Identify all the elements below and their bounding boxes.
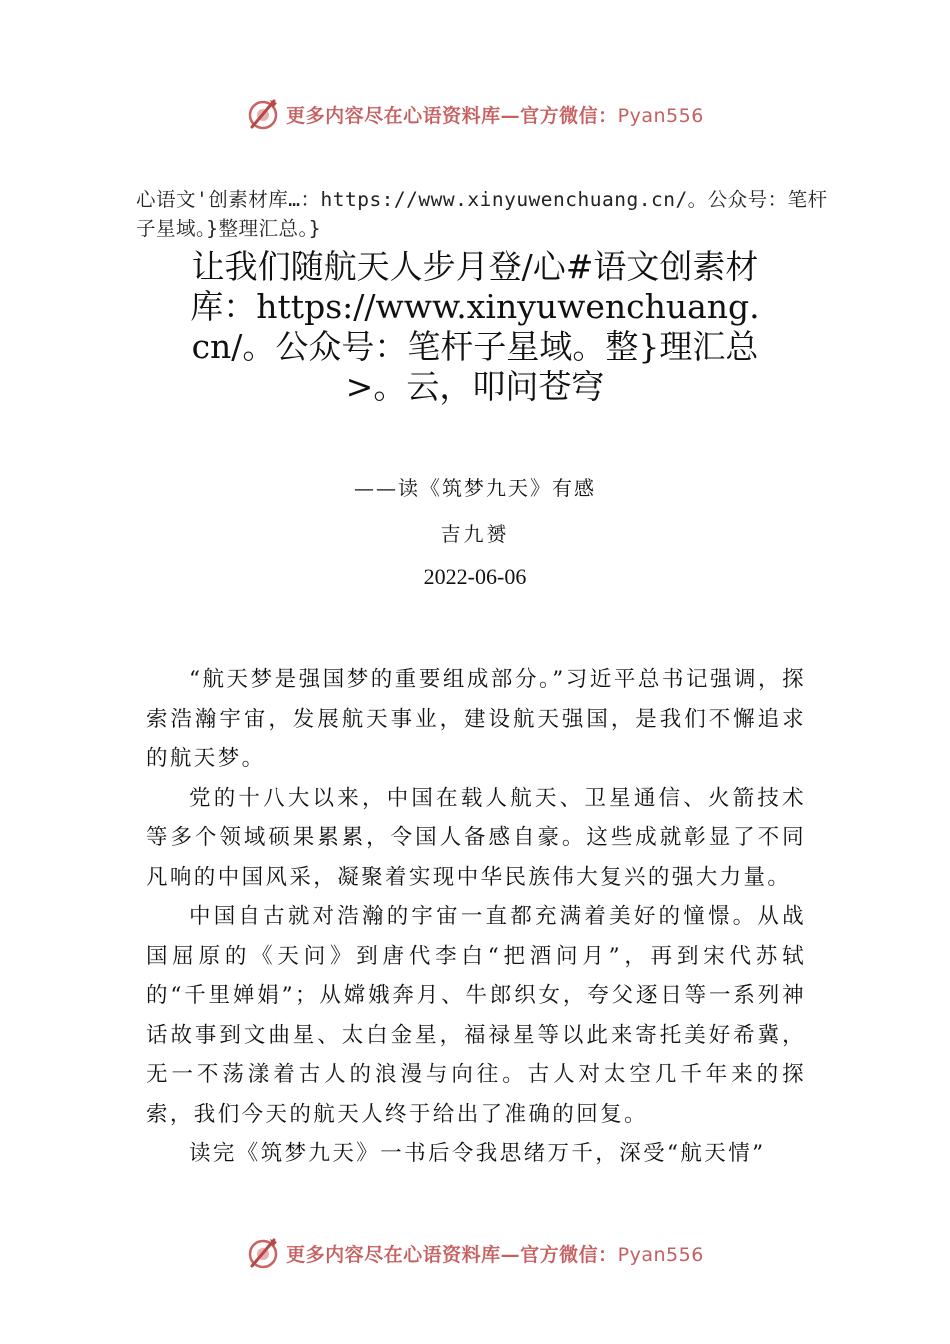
subtitle: ——读《筑梦九天》有感 — [354, 476, 596, 500]
brush-logo-icon — [246, 1236, 280, 1270]
paragraph: 党的十八大以来，中国在载人航天、卫星通信、火箭技术等多个领域硕果累累，令国人备感自豪。这些成就彰显了不同凡响的中国风采，凝聚着实现中华民族伟大复兴的强大力量。 — [146, 785, 806, 890]
banner-text: 更多内容尽在心语资料库—官方微信：Pyan556 — [286, 1243, 704, 1266]
paragraph: “航天梦是强国梦的重要组成部分。”习近平总书记强调，探索浩瀚宇宙，发展航天事业，建设航天强国，是我们不懈追求的航天梦。 — [146, 667, 806, 771]
page-title: 让我们随航天人步月登/心#语文创素材库：https://www.xinyuwenchuang.cn/。公众号：笔杆子星域。整}理汇总>。云，叩问苍穹 — [190, 247, 760, 406]
banner-text: 更多内容尽在心语资料库—官方微信：Pyan556 — [286, 104, 704, 127]
header-banner — [0, 94, 950, 134]
article-body — [146, 660, 806, 1174]
paragraph: 中国自古就对浩瀚的宇宙一直都充满着美好的憧憬。从战国屈原的《天问》到唐代李白“把酒问月”，再到宋代苏轼的“千里婵娟”；从嫦娥奔月、牛郎织女，夸父逐日等一系列神话故事到文曲星、太白金星，福禄星等以此来寄托美好希冀，无一不荡漾着古人的浪漫与向往。古人对太空几千年来的探索，我们今天的航天人终于给出了准确的回复。 — [146, 904, 806, 1127]
banner-wechat-id: Pyan556 — [617, 1243, 704, 1266]
banner-wechat-id: Pyan556 — [617, 104, 704, 127]
brush-logo-icon — [246, 97, 280, 131]
paragraph: 读完《筑梦九天》一书后令我思绪万千，深受“航天情” — [189, 1141, 766, 1166]
source-note: 心语文'创素材库…：https://www.xinyuwenchuang.cn/。公众号：笔杆子星域。}整理汇总。} — [136, 188, 828, 240]
date: 2022-06-06 — [423, 564, 527, 589]
author: 吉九赟 — [440, 522, 510, 546]
footer-banner — [0, 1233, 950, 1273]
